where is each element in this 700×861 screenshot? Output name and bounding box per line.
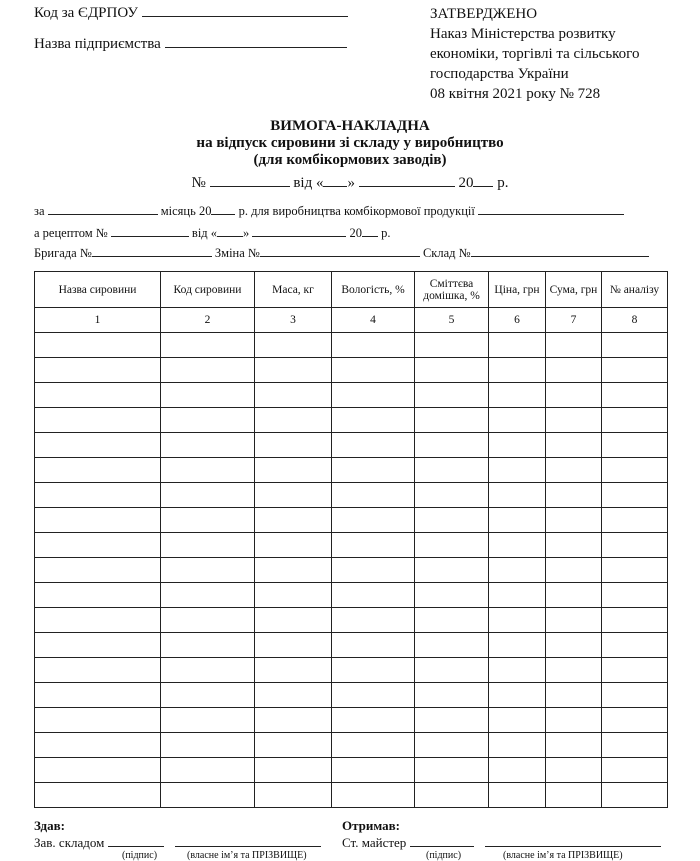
table-cell[interactable]: [602, 708, 668, 733]
edrpou-input-line[interactable]: [142, 15, 348, 17]
table-cell[interactable]: [489, 358, 546, 383]
table-cell[interactable]: [546, 783, 602, 808]
table-cell[interactable]: [35, 733, 161, 758]
table-cell[interactable]: [161, 333, 255, 358]
table-cell[interactable]: [602, 483, 668, 508]
table-cell[interactable]: [415, 608, 489, 633]
recipe-from-label: від «: [191, 226, 218, 240]
table-cell[interactable]: [332, 508, 415, 533]
table-cell[interactable]: [161, 558, 255, 583]
column-header: Сміттєва домішка, %: [415, 272, 489, 308]
table-cell[interactable]: [332, 458, 415, 483]
table-cell[interactable]: [35, 608, 161, 633]
column-number: 4: [332, 308, 415, 333]
table-cell[interactable]: [161, 733, 255, 758]
table-cell[interactable]: [602, 558, 668, 583]
received-heading: Отримав:: [342, 818, 400, 833]
table-cell[interactable]: [489, 408, 546, 433]
table-cell[interactable]: [602, 733, 668, 758]
table-cell[interactable]: [489, 708, 546, 733]
table-cell[interactable]: [35, 558, 161, 583]
year-prefix: 20: [458, 175, 474, 191]
month-label: місяць 20: [160, 204, 212, 218]
table-cell[interactable]: [415, 333, 489, 358]
table-cell[interactable]: [489, 733, 546, 758]
column-number: 2: [161, 308, 255, 333]
table-cell[interactable]: [255, 508, 332, 533]
table-cell[interactable]: [255, 433, 332, 458]
table-cell[interactable]: [546, 583, 602, 608]
brigade-input-line[interactable]: [92, 255, 212, 257]
table-cell[interactable]: [255, 733, 332, 758]
recipe-year-suffix: р.: [381, 226, 391, 240]
table-cell[interactable]: [332, 658, 415, 683]
table-cell[interactable]: [546, 683, 602, 708]
table-cell[interactable]: [332, 383, 415, 408]
table-cell[interactable]: [35, 658, 161, 683]
table-cell[interactable]: [161, 533, 255, 558]
table-cell[interactable]: [489, 333, 546, 358]
approval-line: економіки, торгівлі та сільського: [430, 46, 640, 62]
table-cell[interactable]: [35, 333, 161, 358]
column-number-row: [35, 308, 668, 333]
table-cell[interactable]: [546, 658, 602, 683]
table-cell[interactable]: [546, 608, 602, 633]
recipe-day-input-line[interactable]: [217, 235, 243, 237]
table-row: [35, 508, 668, 533]
table-cell[interactable]: [161, 508, 255, 533]
table-cell[interactable]: [161, 458, 255, 483]
table-cell[interactable]: [332, 433, 415, 458]
approval-block: [430, 4, 639, 104]
table-cell[interactable]: [332, 758, 415, 783]
table-cell[interactable]: [602, 583, 668, 608]
table-cell[interactable]: [489, 458, 546, 483]
table-cell[interactable]: [415, 758, 489, 783]
table-cell[interactable]: [602, 508, 668, 533]
table-row: [35, 683, 668, 708]
table-cell[interactable]: [161, 633, 255, 658]
table-cell[interactable]: [332, 608, 415, 633]
table-row: [35, 733, 668, 758]
month-input-line[interactable]: [359, 185, 455, 187]
table-cell[interactable]: [546, 758, 602, 783]
table-cell[interactable]: [489, 658, 546, 683]
brigade-label: Бригада №: [34, 246, 92, 260]
table-cell[interactable]: [161, 433, 255, 458]
recipe-year-prefix: 20: [349, 226, 363, 240]
table-cell[interactable]: [255, 783, 332, 808]
table-cell[interactable]: [415, 583, 489, 608]
gave-name-input[interactable]: [175, 845, 321, 847]
number-sign: №: [191, 175, 206, 191]
day-input-line[interactable]: [323, 185, 347, 187]
recipe-input-line[interactable]: [111, 235, 189, 237]
column-header: Сума, грн: [546, 272, 602, 308]
table-cell[interactable]: [35, 408, 161, 433]
table-cell[interactable]: [332, 533, 415, 558]
period-line: [34, 204, 624, 219]
table-cell[interactable]: [35, 583, 161, 608]
table-cell[interactable]: [415, 783, 489, 808]
purpose-input-line[interactable]: [478, 213, 624, 215]
table-cell[interactable]: [161, 708, 255, 733]
table-cell[interactable]: [415, 733, 489, 758]
gave-role: Зав. складом: [34, 835, 105, 850]
recipe-year-input-line[interactable]: [362, 235, 378, 237]
received-signature-line: [342, 835, 661, 851]
warehouse-label: Склад №: [422, 246, 471, 260]
table-cell[interactable]: [489, 758, 546, 783]
table-row: [35, 358, 668, 383]
period-input-line[interactable]: [48, 213, 158, 215]
column-header: № аналізу: [602, 272, 668, 308]
table-cell[interactable]: [415, 383, 489, 408]
gave-name-caption: (власне ім’я та ПРІЗВИЩЕ): [187, 850, 307, 861]
table-row: [35, 783, 668, 808]
shift-label: Зміна №: [214, 246, 260, 260]
year-suffix: р.: [497, 175, 509, 191]
table-cell[interactable]: [35, 483, 161, 508]
table-cell[interactable]: [35, 708, 161, 733]
table-cell[interactable]: [255, 383, 332, 408]
table-cell[interactable]: [602, 408, 668, 433]
table-cell[interactable]: [546, 533, 602, 558]
table-row: [35, 558, 668, 583]
table-cell[interactable]: [546, 383, 602, 408]
table-cell[interactable]: [489, 608, 546, 633]
table-cell[interactable]: [35, 508, 161, 533]
column-header: Ціна, грн: [489, 272, 546, 308]
table-cell[interactable]: [35, 458, 161, 483]
table-cell[interactable]: [415, 658, 489, 683]
table-row: [35, 383, 668, 408]
approval-line: господарства України: [430, 66, 569, 82]
table-cell[interactable]: [415, 633, 489, 658]
table-cell[interactable]: [255, 633, 332, 658]
table-cell[interactable]: [602, 783, 668, 808]
company-field: [34, 36, 347, 53]
received-name-caption: (власне ім’я та ПРІЗВИЩЕ): [503, 850, 623, 861]
for-label: за: [34, 204, 45, 218]
purpose-label: р. для виробництва комбікормової продукції: [238, 204, 475, 218]
table-cell[interactable]: [255, 608, 332, 633]
table-cell[interactable]: [255, 583, 332, 608]
materials-table: [34, 271, 668, 808]
approval-line: ЗАТВЕРДЖЕНО: [430, 6, 538, 22]
edrpou-label: Код за ЄДРПОУ: [34, 5, 138, 21]
table-cell[interactable]: [332, 708, 415, 733]
table-cell[interactable]: [255, 658, 332, 683]
table-cell[interactable]: [546, 433, 602, 458]
document-title: ВИМОГА-НАКЛАДНА: [270, 118, 430, 134]
table-cell[interactable]: [415, 433, 489, 458]
month-year-input-line[interactable]: [211, 213, 235, 215]
table-cell[interactable]: [602, 358, 668, 383]
table-cell[interactable]: [489, 583, 546, 608]
column-number: 6: [489, 308, 546, 333]
column-header: Вологість, %: [332, 272, 415, 308]
table-cell[interactable]: [255, 483, 332, 508]
table-cell[interactable]: [602, 633, 668, 658]
table-cell[interactable]: [255, 458, 332, 483]
table-cell[interactable]: [415, 533, 489, 558]
table-cell[interactable]: [546, 333, 602, 358]
gave-sign-caption: (підпис): [122, 850, 158, 861]
edrpou-field: [34, 5, 348, 22]
table-cell[interactable]: [332, 733, 415, 758]
recipe-label: а рецептом №: [34, 226, 108, 240]
table-cell[interactable]: [35, 783, 161, 808]
table-row: [35, 708, 668, 733]
column-header: Код сировини: [161, 272, 255, 308]
table-cell[interactable]: [161, 408, 255, 433]
table-cell[interactable]: [546, 483, 602, 508]
gave-sign-input[interactable]: [108, 845, 164, 847]
table-cell[interactable]: [489, 508, 546, 533]
table-cell[interactable]: [35, 758, 161, 783]
table-cell[interactable]: [546, 508, 602, 533]
table-cell[interactable]: [35, 683, 161, 708]
table-cell[interactable]: [602, 683, 668, 708]
table-cell[interactable]: [602, 758, 668, 783]
column-number: 3: [255, 308, 332, 333]
document-subtitle-2: (для комбікормових заводів): [253, 152, 447, 168]
table-cell[interactable]: [489, 483, 546, 508]
table-cell[interactable]: [602, 333, 668, 358]
table-cell[interactable]: [602, 458, 668, 483]
table-row: [35, 658, 668, 683]
table-cell[interactable]: [489, 633, 546, 658]
table-cell[interactable]: [415, 458, 489, 483]
approval-line: 08 квітня 2021 року № 728: [430, 86, 601, 102]
number-date-line: [0, 175, 700, 192]
table-cell[interactable]: [415, 508, 489, 533]
table-cell[interactable]: [489, 433, 546, 458]
table-cell[interactable]: [332, 558, 415, 583]
table-cell[interactable]: [161, 758, 255, 783]
table-cell[interactable]: [332, 683, 415, 708]
approval-line: Наказ Міністерства розвитку: [430, 26, 616, 42]
table-row: [35, 408, 668, 433]
table-cell[interactable]: [255, 758, 332, 783]
table-row: [35, 583, 668, 608]
received-sign-input[interactable]: [410, 845, 474, 847]
table-cell[interactable]: [602, 658, 668, 683]
table-cell[interactable]: [546, 558, 602, 583]
table-cell[interactable]: [332, 583, 415, 608]
table-cell[interactable]: [332, 783, 415, 808]
table-cell[interactable]: [161, 583, 255, 608]
column-number: 1: [35, 308, 161, 333]
table-cell[interactable]: [489, 383, 546, 408]
table-cell[interactable]: [332, 408, 415, 433]
table-cell[interactable]: [255, 358, 332, 383]
table-row: [35, 458, 668, 483]
table-cell[interactable]: [255, 333, 332, 358]
document-subtitle: на відпуск сировини зі складу у виробництво: [196, 135, 504, 151]
number-input-line[interactable]: [210, 185, 290, 187]
table-cell[interactable]: [161, 783, 255, 808]
table-cell[interactable]: [602, 383, 668, 408]
table-cell[interactable]: [255, 683, 332, 708]
column-header: Маса, кг: [255, 272, 332, 308]
table-cell[interactable]: [546, 458, 602, 483]
table-cell[interactable]: [161, 383, 255, 408]
table-row: [35, 433, 668, 458]
company-input-line[interactable]: [165, 46, 347, 48]
table-cell[interactable]: [255, 533, 332, 558]
recipe-month-input-line[interactable]: [252, 235, 346, 237]
shift-input-line[interactable]: [260, 255, 420, 257]
column-header: Назва сировини: [35, 272, 161, 308]
table-cell[interactable]: [415, 683, 489, 708]
brigade-line: [34, 246, 649, 261]
table-cell[interactable]: [602, 608, 668, 633]
table-cell[interactable]: [546, 633, 602, 658]
table-header-row: [35, 272, 668, 308]
table-row: [35, 633, 668, 658]
table-cell[interactable]: [415, 483, 489, 508]
table-cell[interactable]: [161, 658, 255, 683]
table-cell[interactable]: [332, 333, 415, 358]
table-cell[interactable]: [255, 558, 332, 583]
table-cell[interactable]: [35, 633, 161, 658]
date-quote-close: »: [347, 175, 355, 191]
table-row: [35, 333, 668, 358]
received-name-input[interactable]: [485, 845, 661, 847]
warehouse-input-line[interactable]: [471, 255, 649, 257]
table-body: [35, 333, 668, 808]
table-cell[interactable]: [255, 708, 332, 733]
table-cell[interactable]: [602, 433, 668, 458]
table-cell[interactable]: [332, 358, 415, 383]
table-cell[interactable]: [546, 708, 602, 733]
table-cell[interactable]: [546, 358, 602, 383]
table-cell[interactable]: [489, 783, 546, 808]
table-row: [35, 758, 668, 783]
table-cell[interactable]: [161, 358, 255, 383]
table-cell[interactable]: [161, 608, 255, 633]
table-row: [35, 483, 668, 508]
recipe-quote-close: »: [243, 226, 250, 240]
table-cell[interactable]: [489, 558, 546, 583]
company-label: Назва підприємства: [34, 36, 161, 52]
year-input-line[interactable]: [473, 185, 493, 187]
column-number: 5: [415, 308, 489, 333]
table-row: [35, 608, 668, 633]
received-sign-caption: (підпис): [426, 850, 462, 861]
table-cell[interactable]: [161, 683, 255, 708]
date-from-label: від «: [293, 175, 324, 191]
table-cell[interactable]: [415, 708, 489, 733]
table-cell[interactable]: [546, 733, 602, 758]
table-cell[interactable]: [489, 683, 546, 708]
table-cell[interactable]: [489, 533, 546, 558]
table-row: [35, 533, 668, 558]
table-cell[interactable]: [546, 408, 602, 433]
gave-heading: Здав:: [34, 818, 65, 833]
gave-signature-line: [34, 835, 321, 851]
table-cell[interactable]: [35, 433, 161, 458]
table-cell[interactable]: [35, 383, 161, 408]
column-number: 8: [602, 308, 668, 333]
table-cell[interactable]: [35, 533, 161, 558]
table-cell[interactable]: [255, 408, 332, 433]
table-cell[interactable]: [602, 533, 668, 558]
table-cell[interactable]: [415, 358, 489, 383]
column-number: 7: [546, 308, 602, 333]
recipe-line: [34, 226, 391, 241]
table-cell[interactable]: [415, 558, 489, 583]
table-cell[interactable]: [161, 483, 255, 508]
table-cell[interactable]: [332, 483, 415, 508]
received-role: Ст. майстер: [342, 835, 407, 850]
table-cell[interactable]: [332, 633, 415, 658]
table-cell[interactable]: [415, 408, 489, 433]
table-cell[interactable]: [35, 358, 161, 383]
